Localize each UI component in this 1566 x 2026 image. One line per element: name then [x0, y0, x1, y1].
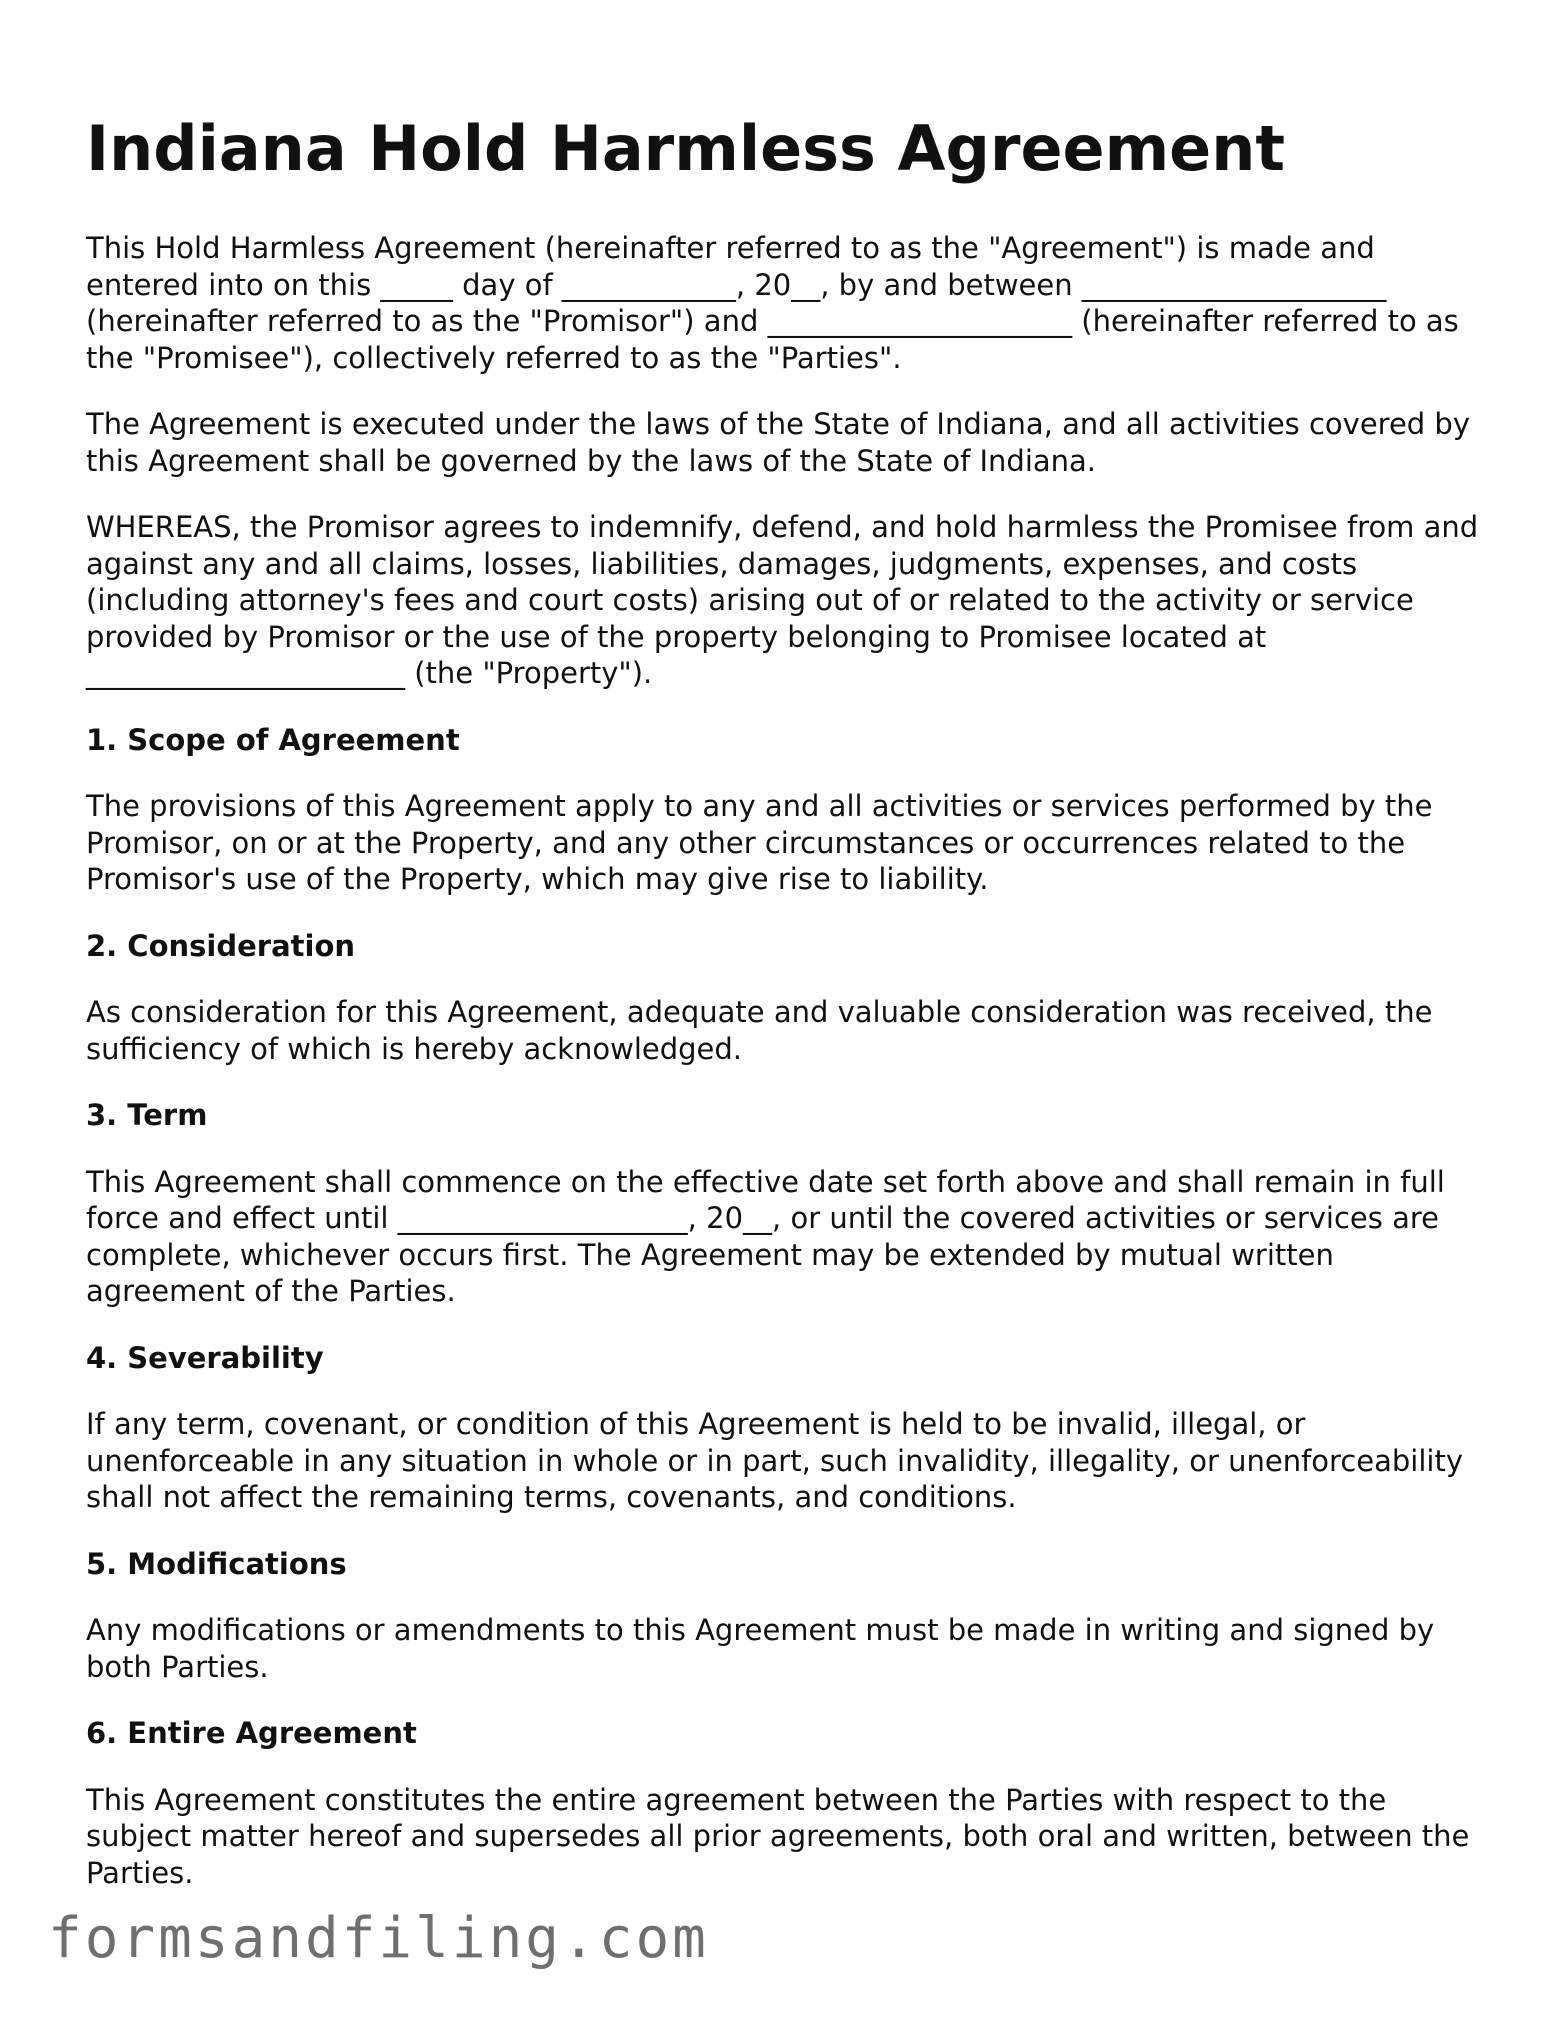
- section-body-severability: If any term, covenant, or condition of this Agreement is held to be invalid, illegal, or unenforceable in any situation in whole or in part, such invalidity, illegality, or unenforceability shall not affect the remaining terms, covenants, and conditions.: [86, 1407, 1473, 1514]
- section-body-modifications: Any modifications or amendments to this Agreement must be made in writing and signed by both Parties.: [86, 1613, 1444, 1684]
- section-body-entire-agreement: This Agreement constitutes the entire agreement between the Parties with respect to the subject matter hereof and supersedes all prior agreements, both oral and written, between the Parties.: [86, 1782, 1479, 1890]
- section-body-term: This Agreement shall commence on the effective date set forth above and shall remain in full force and effect until ____________________, 20__, or until the covered activities or services are complete, whichever occurs first. The Agreement may be extended by mutual written agreement of the Parties.: [86, 1164, 1455, 1308]
- watermark-text: formsandfiling.com: [48, 1906, 709, 1971]
- section-body-scope: The provisions of this Agreement apply to any and all activities or services performed by the Promisor, on or at the Property, and any other circumstances or occurrences related to the Promisor's use of the Property, which may give rise to liability.: [86, 789, 1442, 896]
- section-heading-term: 3. Term: [86, 1098, 208, 1132]
- section-heading-consideration: 2. Consideration: [86, 928, 356, 963]
- section-body-consideration: As consideration for this Agreement, adequate and valuable consideration was received, the sufficiency of which is hereby acknowledged.: [86, 995, 1442, 1066]
- section-heading-entire-agreement: 6. Entire Agreement: [86, 1716, 417, 1750]
- intro-paragraph-parties: This Hold Harmless Agreement (hereinafter referred to as the "Agreement") is made and entered into on this _____ day of ____________, 20__, by and between _____________________ (hereinafter referred to as the "Promisor") and _____________________ (hereinafter referred to as the "Promisee"), collectively referred to as the "Parties".: [86, 231, 1469, 375]
- document-page: [86, 108, 1486, 1921]
- intro-paragraph-governing-law: The Agreement is executed under the laws of the State of Indiana, and all activities covered by this Agreement shall be governed by the laws of the State of Indiana.: [86, 407, 1480, 478]
- document-title: Indiana Hold Harmless Agreement: [86, 112, 1286, 185]
- section-heading-scope: 1. Scope of Agreement: [86, 722, 460, 757]
- section-heading-modifications: 5. Modifications: [86, 1546, 347, 1581]
- section-heading-severability: 4. Severability: [86, 1340, 324, 1375]
- intro-paragraph-whereas: WHEREAS, the Promisor agrees to indemnify, defend, and hold harmless the Promisee from and against any and all claims, losses, liabilities, damages, judgments, expenses, and costs (including attorney's fees and court costs) arising out of or related to the activity or service provided by Promisor or the use of the property belonging to Promisee located at ______________________ (the "Property").: [86, 510, 1488, 690]
